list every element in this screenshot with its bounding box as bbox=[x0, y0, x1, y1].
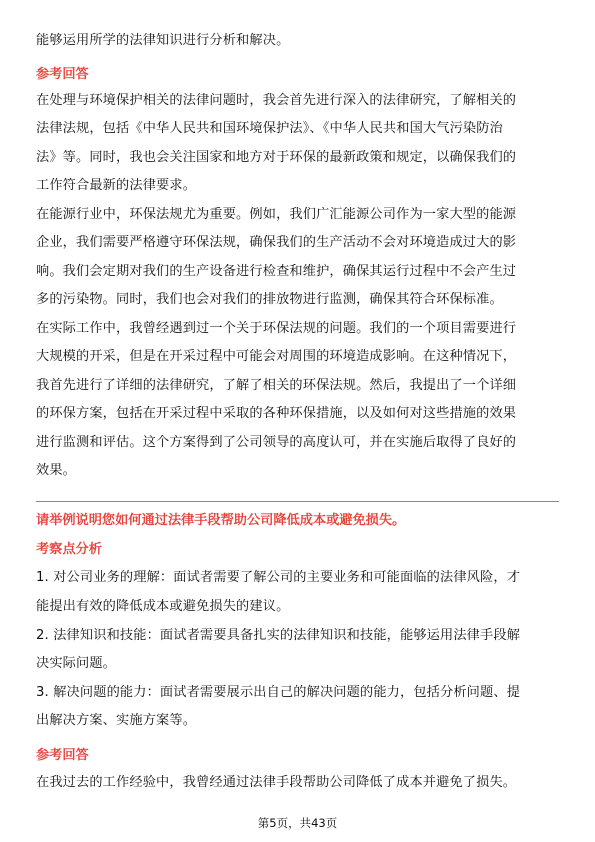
answer-heading: 参考回答 bbox=[36, 67, 89, 82]
answer-heading-2: 参考回答 bbox=[36, 748, 89, 763]
paragraph-line: 多的污染物。同时，我们也会对我们的排放物进行监测，确保其符合环保标准。 bbox=[36, 292, 503, 307]
paragraph-line: 效果。 bbox=[36, 463, 77, 478]
answer-line: 在我过去的工作经验中，我曾经通过法律手段帮助公司降低了成本并避免了损失。 bbox=[36, 775, 517, 790]
list-item-line: 2. 法律知识和技能：面试者需要具备扎实的法律知识和技能，能够运用法律手段解 bbox=[36, 628, 521, 643]
paragraph-line: 进行监测和评估。这个方案得到了公司领导的高度认可，并在实施后取得了良好的 bbox=[36, 435, 517, 450]
paragraph-line: 我首先进行了详细的法律研究，了解了相关的环保法规。然后，我提出了一个详细 bbox=[36, 378, 517, 393]
page-number: 第5页，共43页 bbox=[257, 816, 338, 830]
paragraph-line: 法》等。同时，我也会关注国家和地方对于环保的最新政策和规定，以确保我们的 bbox=[36, 150, 517, 165]
list-item-line: 出解决方案、实施方案等。 bbox=[36, 713, 197, 728]
paragraph-line: 大规模的开采，但是在开采过程中可能会对周围的环境造成影响。在这种情况下， bbox=[36, 349, 517, 364]
paragraph-line: 法律法规，包括《中华人民共和国环境保护法》、《中华人民共和国大气污染防治 bbox=[36, 121, 503, 136]
paragraph-line: 的环保方案，包括在开采过程中采取的各种环保措施，以及如何对这些措施的效果 bbox=[36, 406, 517, 421]
paragraph-line: 工作符合最新的法律要求。 bbox=[36, 178, 197, 193]
question-heading: 请举例说明您如何通过法律手段帮助公司降低成本或避免损失。 bbox=[36, 513, 406, 528]
paragraph-line: 响。我们会定期对我们的生产设备进行检查和维护，确保其运行过程中不会产生过 bbox=[36, 264, 517, 279]
list-item-line: 决实际问题。 bbox=[36, 656, 117, 671]
paragraph-line: 在实际工作中，我曾经遇到过一个关于环保法规的问题。我们的一个项目需要进行 bbox=[36, 321, 517, 336]
paragraph-line: 在处理与环境保护相关的法律问题时，我会首先进行深入的法律研究，了解相关的 bbox=[36, 93, 517, 108]
paragraph-line: 企业，我们需要严格遵守环保法规，确保我们的生产活动不会对环境造成过大的影 bbox=[36, 235, 517, 250]
analysis-heading: 考察点分析 bbox=[36, 542, 102, 557]
paragraph-line: 在能源行业中，环保法规尤为重要。例如，我们广汇能源公司作为一家大型的能源 bbox=[36, 207, 517, 222]
list-item-line: 1. 对公司业务的理解：面试者需要了解公司的主要业务和可能面临的法律风险，才 bbox=[36, 570, 521, 585]
intro-line: 能够运用所学的法律知识进行分析和解决。 bbox=[36, 33, 290, 48]
list-item-line: 3. 解决问题的能力：面试者需要展示出自己的解决问题的能力，包括分析问题、提 bbox=[36, 685, 521, 700]
section-divider bbox=[36, 501, 559, 502]
list-item-line: 能提出有效的降低成本或避免损失的建议。 bbox=[36, 599, 290, 614]
